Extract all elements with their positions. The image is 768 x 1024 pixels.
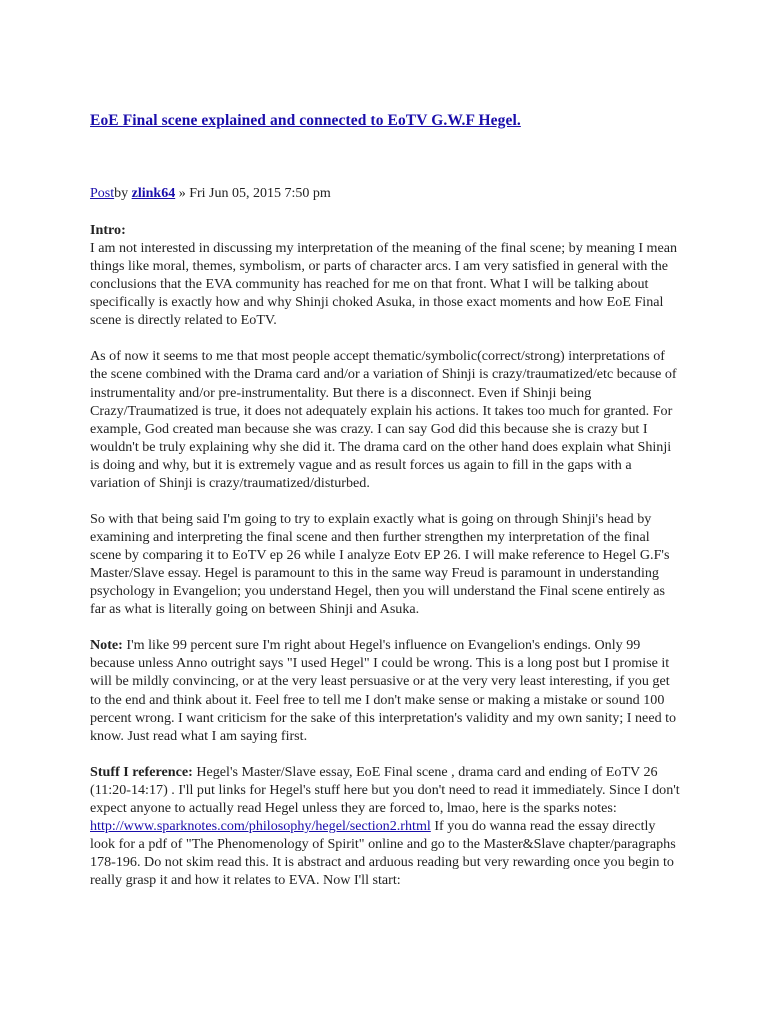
post-meta <box>90 186 331 202</box>
paragraph-references <box>90 763 680 890</box>
author-link[interactable]: zlink64 <box>131 186 176 201</box>
note-text: I'm like 99 percent sure I'm right about Hegel's influence on Evangelion's endings. Only 99 because unless Anno outright says "I used Hegel" I could be wrong. This is a long post but I promise it will be mildly convincing, or at the very least persuasive or at the very very least interesting, if you get to the end and think about it. Feel free to tell me I don't make sense or making a mistake or sound 100 percent wrong. I want criticism for the sake of this interpretation's validity and my own sanity; I need to know. Just read what I am saying first. <box>90 637 677 744</box>
post-title-link[interactable]: EoE Final scene explained and connected to EoTV G.W.F Hegel. <box>90 112 521 129</box>
sparknotes-link[interactable]: http://www.sparknotes.com/philosophy/hegel/section2.rhtml <box>90 817 431 834</box>
paragraph-intro: I am not interested in discussing my interpretation of the meaning of the final scene; by meaning I mean things like moral, themes, symbolism, or parts of character arcs. I am very satisfied in general with the conclusions that the EVA community has reached for me on that front. What I will be talking about specifically is exactly how and why Shinji choked Asuka, in those exact moments and how EoE Final scene is directly related to EoTV. <box>90 240 678 329</box>
references-text-2: If you do wanna read the essay directly look for a pdf of "The Phenomenology of Spirit" online and go to the Master&Slave chapter/paragraphs 178-196. Do not skim read this. It is abstract and arduous reading but very rewarding once you begin to really grasp it and how it relates to EVA. Now I'll start: <box>90 817 676 889</box>
by-label: by <box>114 186 132 201</box>
references-text-1: Hegel's Master/Slave essay, EoE Final scene , drama card and ending of EoTV 26 (11:20-14:17) . I'll put links for Hegel's stuff here but you don't need to read it immediately. Since I don't expect anyone to actually read Hegel unless they are forced to, lmao, here is the sparks notes: <box>90 763 680 816</box>
paragraph-disconnect: As of now it seems to me that most people accept thematic/symbolic(correct/strong) interpretations of the scene combined with the Drama card and/or a variation of Shinji is crazy/traumatized/etc because of instrumentality and/or pre-instrumentality. But there is a disconnect. Even if Shinji being Crazy/Traumatized is true, it does not adequately explain his actions. It takes too much for granted. For example, God created man because she was crazy. I can say God did this because she is crazy but I wouldn't be truly explaining why she did it. The drama card on the other hand does explain what Shinji is doing and why, but it is extremely vague and as result forces us again to fill in the gaps with a variation of Shinji is crazy/traumatized/disturbed. <box>90 348 677 492</box>
references-label: Stuff I reference: <box>90 763 193 780</box>
note-label: Note: <box>90 637 123 654</box>
post-body <box>90 221 680 907</box>
intro-heading: Intro: <box>90 222 126 238</box>
paragraph-note <box>90 636 680 745</box>
paragraph-plan: So with that being said I'm going to try to explain exactly what is going on through Shinji's head by examining and interpreting the final scene and then further strengthen my interpretation of the final scene by comparing it to EoTV ep 26 while I analyze Eotv EP 26. I will make reference to Hegel G.F's Master/Slave essay. Hegel is paramount to this in the same way Freud is paramount in understanding psychology in Evangelion; you understand Hegel, then you will understand the Final scene entirely as far as what is literally going on between Shinji and Asuka. <box>90 510 670 618</box>
post-permalink[interactable]: Post <box>90 186 115 201</box>
post-date: » Fri Jun 05, 2015 7:50 pm <box>175 186 331 201</box>
